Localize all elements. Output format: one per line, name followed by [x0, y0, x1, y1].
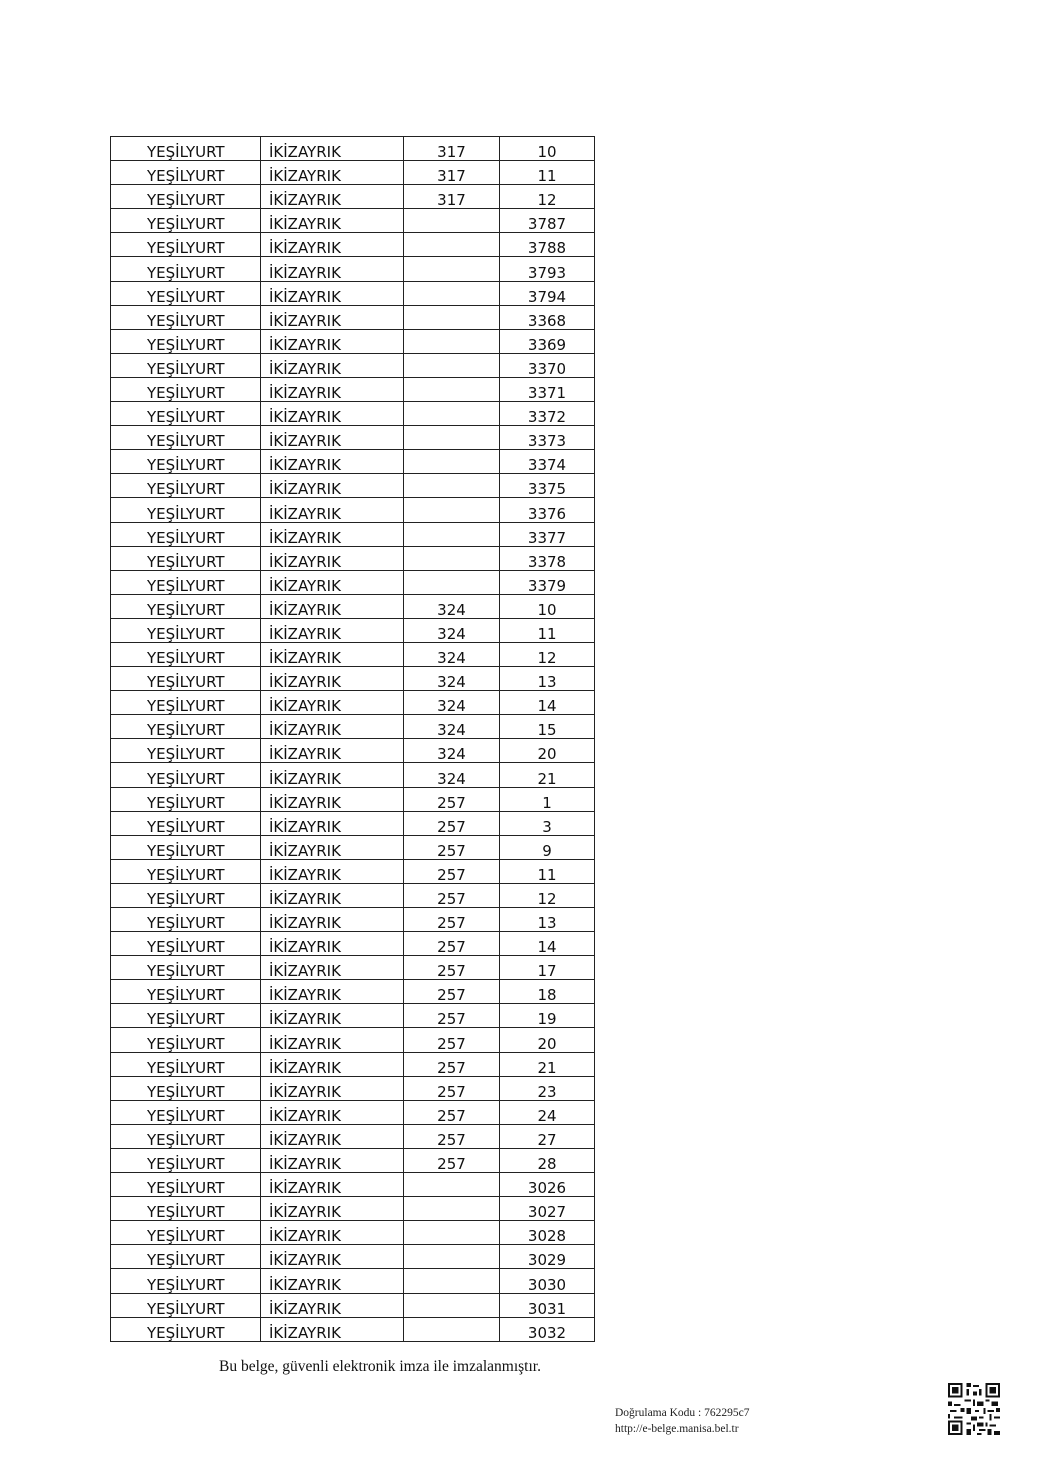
block-no-cell: 257 [404, 980, 500, 1004]
neighborhood-cell: İKİZAYRIK [261, 691, 404, 715]
verification-url[interactable]: http://e-belge.manisa.bel.tr [615, 1423, 739, 1435]
block-no-cell: 324 [404, 642, 500, 666]
neighborhood-cell: İKİZAYRIK [261, 185, 404, 209]
table-row [111, 691, 595, 715]
block-no-cell: 324 [404, 594, 500, 618]
block-no-cell [404, 329, 500, 353]
district-cell: YEŞİLYURT [111, 1293, 261, 1317]
table-row [111, 908, 595, 932]
block-no-cell [404, 1269, 500, 1293]
block-no-cell: 257 [404, 1076, 500, 1100]
block-no-cell [404, 402, 500, 426]
parcel-no-cell: 12 [500, 642, 595, 666]
district-cell: YEŞİLYURT [111, 1173, 261, 1197]
table-row [111, 1317, 595, 1341]
district-cell: YEŞİLYURT [111, 377, 261, 401]
table-row [111, 883, 595, 907]
parcel-no-cell: 3375 [500, 474, 595, 498]
neighborhood-cell: İKİZAYRIK [261, 859, 404, 883]
district-cell: YEŞİLYURT [111, 932, 261, 956]
table-row [111, 667, 595, 691]
table-row [111, 137, 595, 161]
neighborhood-cell: İKİZAYRIK [261, 1197, 404, 1221]
verification-code: Doğrulama Kodu : 762295c7 [615, 1407, 750, 1419]
block-no-cell: 257 [404, 932, 500, 956]
district-cell: YEŞİLYURT [111, 642, 261, 666]
block-no-cell: 324 [404, 715, 500, 739]
district-cell: YEŞİLYURT [111, 1052, 261, 1076]
block-no-cell [404, 353, 500, 377]
neighborhood-cell: İKİZAYRIK [261, 908, 404, 932]
parcel-no-cell: 28 [500, 1148, 595, 1172]
district-cell: YEŞİLYURT [111, 883, 261, 907]
table-row [111, 185, 595, 209]
district-cell: YEŞİLYURT [111, 546, 261, 570]
table-row [111, 787, 595, 811]
neighborhood-cell: İKİZAYRIK [261, 450, 404, 474]
parcel-no-cell: 3028 [500, 1221, 595, 1245]
district-cell: YEŞİLYURT [111, 498, 261, 522]
district-cell: YEŞİLYURT [111, 594, 261, 618]
table-row [111, 161, 595, 185]
block-no-cell: 317 [404, 137, 500, 161]
district-cell: YEŞİLYURT [111, 426, 261, 450]
table-row [111, 522, 595, 546]
block-no-cell [404, 426, 500, 450]
district-cell: YEŞİLYURT [111, 835, 261, 859]
neighborhood-cell: İKİZAYRIK [261, 137, 404, 161]
neighborhood-cell: İKİZAYRIK [261, 570, 404, 594]
district-cell: YEŞİLYURT [111, 908, 261, 932]
neighborhood-cell: İKİZAYRIK [261, 787, 404, 811]
neighborhood-cell: İKİZAYRIK [261, 642, 404, 666]
district-cell: YEŞİLYURT [111, 305, 261, 329]
neighborhood-cell: İKİZAYRIK [261, 667, 404, 691]
district-cell: YEŞİLYURT [111, 522, 261, 546]
parcel-no-cell: 24 [500, 1100, 595, 1124]
block-no-cell: 317 [404, 185, 500, 209]
neighborhood-cell: İKİZAYRIK [261, 305, 404, 329]
table-row [111, 1076, 595, 1100]
table-row [111, 402, 595, 426]
district-cell: YEŞİLYURT [111, 618, 261, 642]
neighborhood-cell: İKİZAYRIK [261, 257, 404, 281]
table-row [111, 1173, 595, 1197]
block-no-cell: 257 [404, 811, 500, 835]
parcel-table [110, 136, 595, 1342]
district-cell: YEŞİLYURT [111, 787, 261, 811]
neighborhood-cell: İKİZAYRIK [261, 883, 404, 907]
neighborhood-cell: İKİZAYRIK [261, 1124, 404, 1148]
block-no-cell: 324 [404, 763, 500, 787]
neighborhood-cell: İKİZAYRIK [261, 811, 404, 835]
district-cell: YEŞİLYURT [111, 209, 261, 233]
parcel-no-cell: 27 [500, 1124, 595, 1148]
table-row [111, 353, 595, 377]
block-no-cell: 257 [404, 956, 500, 980]
block-no-cell [404, 570, 500, 594]
neighborhood-cell: İKİZAYRIK [261, 1173, 404, 1197]
parcel-no-cell: 23 [500, 1076, 595, 1100]
parcel-no-cell: 14 [500, 691, 595, 715]
table-row [111, 498, 595, 522]
table-row [111, 450, 595, 474]
block-no-cell: 257 [404, 883, 500, 907]
block-no-cell [404, 474, 500, 498]
block-no-cell: 257 [404, 1124, 500, 1148]
neighborhood-cell: İKİZAYRIK [261, 1100, 404, 1124]
parcel-no-cell: 1 [500, 787, 595, 811]
table-row [111, 1028, 595, 1052]
parcel-no-cell: 3368 [500, 305, 595, 329]
parcel-no-cell: 3027 [500, 1197, 595, 1221]
parcel-no-cell: 12 [500, 883, 595, 907]
table-row [111, 281, 595, 305]
parcel-no-cell: 9 [500, 835, 595, 859]
block-no-cell [404, 546, 500, 570]
parcel-no-cell: 3030 [500, 1269, 595, 1293]
table-row [111, 1293, 595, 1317]
district-cell: YEŞİLYURT [111, 763, 261, 787]
neighborhood-cell: İKİZAYRIK [261, 715, 404, 739]
neighborhood-cell: İKİZAYRIK [261, 980, 404, 1004]
block-no-cell: 324 [404, 618, 500, 642]
district-cell: YEŞİLYURT [111, 1245, 261, 1269]
parcel-no-cell: 3377 [500, 522, 595, 546]
district-cell: YEŞİLYURT [111, 715, 261, 739]
neighborhood-cell: İKİZAYRIK [261, 1004, 404, 1028]
table-row [111, 859, 595, 883]
table-row [111, 377, 595, 401]
neighborhood-cell: İKİZAYRIK [261, 402, 404, 426]
parcel-no-cell: 10 [500, 594, 595, 618]
parcel-no-cell: 3 [500, 811, 595, 835]
block-no-cell: 324 [404, 739, 500, 763]
neighborhood-cell: İKİZAYRIK [261, 835, 404, 859]
neighborhood-cell: İKİZAYRIK [261, 618, 404, 642]
district-cell: YEŞİLYURT [111, 402, 261, 426]
table-row [111, 1197, 595, 1221]
neighborhood-cell: İKİZAYRIK [261, 546, 404, 570]
parcel-no-cell: 3373 [500, 426, 595, 450]
table-row [111, 932, 595, 956]
table-row [111, 1269, 595, 1293]
table-row [111, 956, 595, 980]
parcel-no-cell: 15 [500, 715, 595, 739]
table-row [111, 257, 595, 281]
block-no-cell [404, 1173, 500, 1197]
parcel-no-cell: 12 [500, 185, 595, 209]
parcel-no-cell: 11 [500, 618, 595, 642]
neighborhood-cell: İKİZAYRIK [261, 932, 404, 956]
table-row [111, 835, 595, 859]
parcel-no-cell: 11 [500, 859, 595, 883]
neighborhood-cell: İKİZAYRIK [261, 353, 404, 377]
table-row [111, 209, 595, 233]
table-row [111, 594, 595, 618]
table-row [111, 811, 595, 835]
block-no-cell: 317 [404, 161, 500, 185]
neighborhood-cell: İKİZAYRIK [261, 377, 404, 401]
district-cell: YEŞİLYURT [111, 281, 261, 305]
parcel-no-cell: 3369 [500, 329, 595, 353]
block-no-cell [404, 1197, 500, 1221]
neighborhood-cell: İKİZAYRIK [261, 522, 404, 546]
block-no-cell: 257 [404, 908, 500, 932]
table-row [111, 1148, 595, 1172]
district-cell: YEŞİLYURT [111, 570, 261, 594]
district-cell: YEŞİLYURT [111, 137, 261, 161]
block-no-cell [404, 1245, 500, 1269]
table-row [111, 1221, 595, 1245]
parcel-no-cell: 20 [500, 1028, 595, 1052]
district-cell: YEŞİLYURT [111, 185, 261, 209]
parcel-no-cell: 20 [500, 739, 595, 763]
table-row [111, 1100, 595, 1124]
verification-block [615, 1405, 749, 1437]
neighborhood-cell: İKİZAYRIK [261, 763, 404, 787]
parcel-no-cell: 3026 [500, 1173, 595, 1197]
neighborhood-cell: İKİZAYRIK [261, 233, 404, 257]
district-cell: YEŞİLYURT [111, 811, 261, 835]
parcel-table-body [111, 137, 595, 1342]
block-no-cell [404, 257, 500, 281]
block-no-cell: 257 [404, 1148, 500, 1172]
parcel-no-cell: 3787 [500, 209, 595, 233]
block-no-cell: 257 [404, 1028, 500, 1052]
neighborhood-cell: İKİZAYRIK [261, 281, 404, 305]
block-no-cell [404, 1293, 500, 1317]
parcel-no-cell: 19 [500, 1004, 595, 1028]
table-row [111, 329, 595, 353]
block-no-cell [404, 377, 500, 401]
parcel-no-cell: 3378 [500, 546, 595, 570]
table-row [111, 980, 595, 1004]
block-no-cell: 324 [404, 667, 500, 691]
parcel-no-cell: 13 [500, 908, 595, 932]
block-no-cell: 257 [404, 1004, 500, 1028]
district-cell: YEŞİLYURT [111, 1269, 261, 1293]
table-row [111, 1004, 595, 1028]
table-row [111, 763, 595, 787]
neighborhood-cell: İKİZAYRIK [261, 1148, 404, 1172]
block-no-cell: 257 [404, 859, 500, 883]
neighborhood-cell: İKİZAYRIK [261, 1052, 404, 1076]
block-no-cell [404, 233, 500, 257]
district-cell: YEŞİLYURT [111, 1317, 261, 1341]
district-cell: YEŞİLYURT [111, 1028, 261, 1052]
parcel-no-cell: 3379 [500, 570, 595, 594]
neighborhood-cell: İKİZAYRIK [261, 1076, 404, 1100]
neighborhood-cell: İKİZAYRIK [261, 956, 404, 980]
table-row [111, 1124, 595, 1148]
parcel-no-cell: 3372 [500, 402, 595, 426]
block-no-cell [404, 305, 500, 329]
table-row [111, 739, 595, 763]
block-no-cell [404, 209, 500, 233]
block-no-cell [404, 281, 500, 305]
district-cell: YEŞİLYURT [111, 1004, 261, 1028]
block-no-cell: 257 [404, 1052, 500, 1076]
block-no-cell [404, 498, 500, 522]
district-cell: YEŞİLYURT [111, 1197, 261, 1221]
parcel-no-cell: 14 [500, 932, 595, 956]
parcel-no-cell: 18 [500, 980, 595, 1004]
table-row [111, 715, 595, 739]
district-cell: YEŞİLYURT [111, 956, 261, 980]
neighborhood-cell: İKİZAYRIK [261, 1269, 404, 1293]
table-row [111, 426, 595, 450]
table-row [111, 570, 595, 594]
qr-code-icon [948, 1383, 1000, 1435]
neighborhood-cell: İKİZAYRIK [261, 329, 404, 353]
table-row [111, 618, 595, 642]
parcel-no-cell: 11 [500, 161, 595, 185]
parcel-no-cell: 3374 [500, 450, 595, 474]
block-no-cell [404, 1317, 500, 1341]
table-row [111, 233, 595, 257]
district-cell: YEŞİLYURT [111, 233, 261, 257]
neighborhood-cell: İKİZAYRIK [261, 474, 404, 498]
district-cell: YEŞİLYURT [111, 1124, 261, 1148]
neighborhood-cell: İKİZAYRIK [261, 1317, 404, 1341]
neighborhood-cell: İKİZAYRIK [261, 739, 404, 763]
neighborhood-cell: İKİZAYRIK [261, 1245, 404, 1269]
parcel-no-cell: 13 [500, 667, 595, 691]
table-row [111, 1052, 595, 1076]
district-cell: YEŞİLYURT [111, 353, 261, 377]
neighborhood-cell: İKİZAYRIK [261, 594, 404, 618]
neighborhood-cell: İKİZAYRIK [261, 426, 404, 450]
block-no-cell: 257 [404, 1100, 500, 1124]
table-row [111, 305, 595, 329]
district-cell: YEŞİLYURT [111, 1221, 261, 1245]
neighborhood-cell: İKİZAYRIK [261, 1293, 404, 1317]
parcel-no-cell: 10 [500, 137, 595, 161]
parcel-no-cell: 3032 [500, 1317, 595, 1341]
parcel-no-cell: 3376 [500, 498, 595, 522]
parcel-no-cell: 3793 [500, 257, 595, 281]
district-cell: YEŞİLYURT [111, 739, 261, 763]
district-cell: YEŞİLYURT [111, 450, 261, 474]
neighborhood-cell: İKİZAYRIK [261, 209, 404, 233]
block-no-cell: 324 [404, 691, 500, 715]
e-signature-note: Bu belge, güvenli elektronik imza ile imzalanmıştır. [219, 1358, 541, 1375]
block-no-cell [404, 522, 500, 546]
parcel-no-cell: 3370 [500, 353, 595, 377]
district-cell: YEŞİLYURT [111, 691, 261, 715]
parcel-no-cell: 17 [500, 956, 595, 980]
neighborhood-cell: İKİZAYRIK [261, 1221, 404, 1245]
neighborhood-cell: İKİZAYRIK [261, 161, 404, 185]
table-row [111, 546, 595, 570]
parcel-no-cell: 3794 [500, 281, 595, 305]
district-cell: YEŞİLYURT [111, 1076, 261, 1100]
district-cell: YEŞİLYURT [111, 1100, 261, 1124]
parcel-no-cell: 3031 [500, 1293, 595, 1317]
neighborhood-cell: İKİZAYRIK [261, 1028, 404, 1052]
block-no-cell: 257 [404, 787, 500, 811]
table-row [111, 1245, 595, 1269]
parcel-no-cell: 3371 [500, 377, 595, 401]
parcel-no-cell: 21 [500, 763, 595, 787]
block-no-cell [404, 450, 500, 474]
district-cell: YEŞİLYURT [111, 257, 261, 281]
district-cell: YEŞİLYURT [111, 859, 261, 883]
parcel-no-cell: 3788 [500, 233, 595, 257]
district-cell: YEŞİLYURT [111, 667, 261, 691]
district-cell: YEŞİLYURT [111, 329, 261, 353]
parcel-no-cell: 3029 [500, 1245, 595, 1269]
table-row [111, 474, 595, 498]
block-no-cell: 257 [404, 835, 500, 859]
table-row [111, 642, 595, 666]
block-no-cell [404, 1221, 500, 1245]
district-cell: YEŞİLYURT [111, 474, 261, 498]
neighborhood-cell: İKİZAYRIK [261, 498, 404, 522]
parcel-no-cell: 21 [500, 1052, 595, 1076]
district-cell: YEŞİLYURT [111, 1148, 261, 1172]
district-cell: YEŞİLYURT [111, 980, 261, 1004]
district-cell: YEŞİLYURT [111, 161, 261, 185]
